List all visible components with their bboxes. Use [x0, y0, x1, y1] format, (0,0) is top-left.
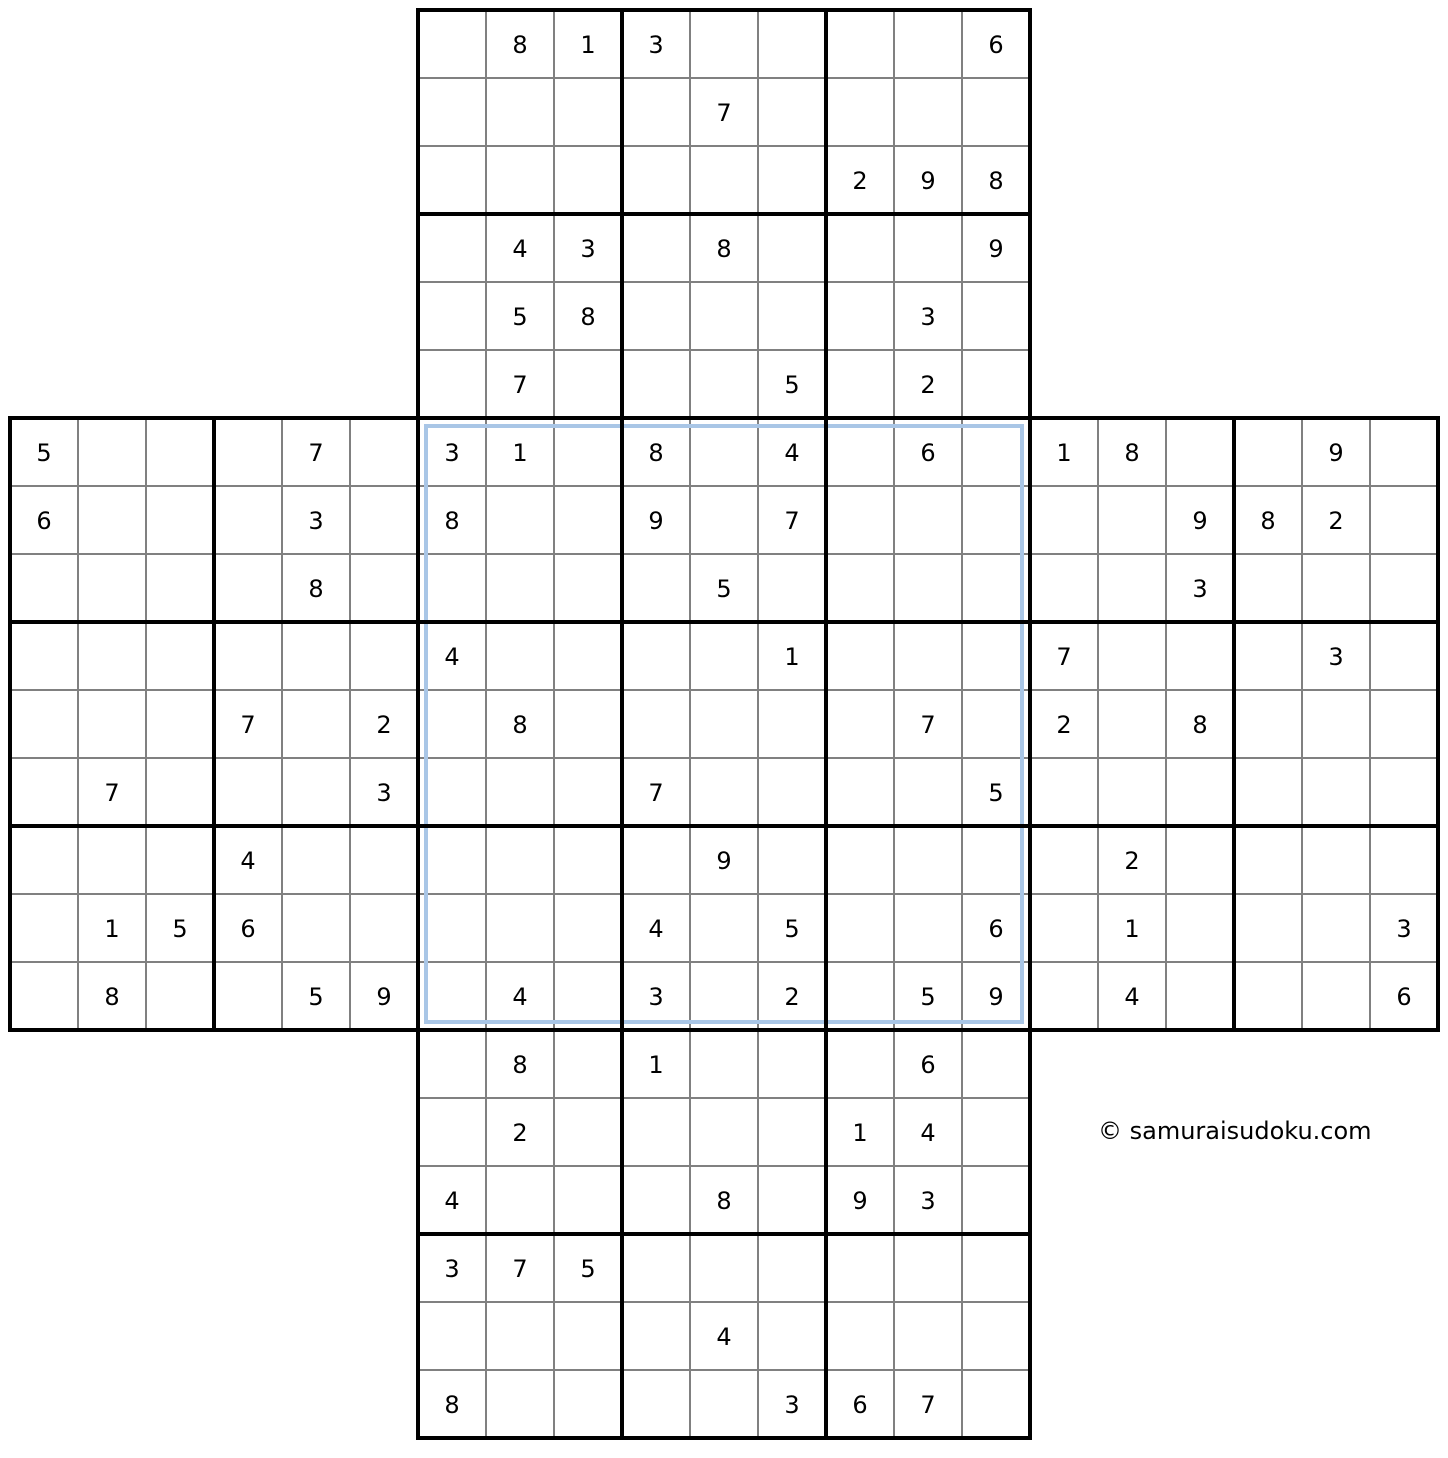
given-digit-cell: 8 — [512, 711, 528, 739]
given-digit-cell: 7 — [240, 711, 256, 739]
given-digit-cell: 2 — [920, 371, 936, 399]
given-digit-cell: 1 — [648, 1051, 664, 1079]
given-digit-cell: 9 — [648, 507, 664, 535]
given-digit-cell: 5 — [36, 439, 52, 467]
given-digit-cell: 8 — [1192, 711, 1208, 739]
given-digit-cell: 4 — [784, 439, 800, 467]
given-digit-cell: 7 — [784, 507, 800, 535]
given-digit-cell: 7 — [920, 1391, 936, 1419]
given-digit-cell: 5 — [784, 371, 800, 399]
grid-thick-lines — [10, 10, 1438, 1438]
given-digit-cell: 2 — [1056, 711, 1072, 739]
given-digit-cell: 9 — [920, 167, 936, 195]
given-digit-cell: 5 — [716, 575, 732, 603]
given-digit-cell: 5 — [172, 915, 188, 943]
given-digit-cell: 3 — [648, 31, 664, 59]
given-digit-cell: 3 — [580, 235, 596, 263]
given-digit-cell: 4 — [512, 983, 528, 1011]
given-digit-cell: 9 — [1328, 439, 1344, 467]
given-digit-cell: 7 — [716, 99, 732, 127]
given-digit-cell: 2 — [852, 167, 868, 195]
grid-thin-lines — [10, 10, 1438, 1438]
given-digit-cell: 3 — [920, 1187, 936, 1215]
given-digits — [36, 31, 1411, 1419]
given-digit-cell: 2 — [376, 711, 392, 739]
given-digit-cell: 3 — [648, 983, 664, 1011]
given-digit-cell: 6 — [988, 31, 1004, 59]
given-digit-cell: 4 — [240, 847, 256, 875]
given-digit-cell: 1 — [1124, 915, 1140, 943]
given-digit-cell: 3 — [1396, 915, 1412, 943]
given-digit-cell: 4 — [648, 915, 664, 943]
given-digit-cell: 8 — [988, 167, 1004, 195]
given-digit-cell: 5 — [308, 983, 324, 1011]
given-digit-cell: 2 — [512, 1119, 528, 1147]
given-digit-cell: 6 — [1396, 983, 1412, 1011]
given-digit-cell: 6 — [920, 439, 936, 467]
given-digit-cell: 5 — [512, 303, 528, 331]
given-digit-cell: 1 — [1056, 439, 1072, 467]
given-digit-cell: 3 — [444, 439, 460, 467]
given-digit-cell: 7 — [104, 779, 120, 807]
given-digit-cell: 4 — [444, 1187, 460, 1215]
given-digit-cell: 7 — [648, 779, 664, 807]
given-digit-cell: 9 — [1192, 507, 1208, 535]
given-digit-cell: 5 — [988, 779, 1004, 807]
given-digit-cell: 9 — [852, 1187, 868, 1215]
given-digit-cell: 8 — [512, 1051, 528, 1079]
given-digit-cell: 1 — [580, 31, 596, 59]
given-digit-cell: 8 — [444, 507, 460, 535]
given-digit-cell: 6 — [920, 1051, 936, 1079]
given-digit-cell: 8 — [648, 439, 664, 467]
given-digit-cell: 7 — [1056, 643, 1072, 671]
given-digit-cell: 3 — [784, 1391, 800, 1419]
given-digit-cell: 8 — [716, 1187, 732, 1215]
given-digit-cell: 3 — [1192, 575, 1208, 603]
given-digit-cell: 8 — [1124, 439, 1140, 467]
given-digit-cell: 8 — [512, 31, 528, 59]
given-digit-cell: 1 — [104, 915, 120, 943]
given-digit-cell: 4 — [512, 235, 528, 263]
given-digit-cell: 1 — [512, 439, 528, 467]
given-digit-cell: 8 — [1260, 507, 1276, 535]
given-digit-cell: 4 — [920, 1119, 936, 1147]
given-digit-cell: 1 — [784, 643, 800, 671]
given-digit-cell: 9 — [988, 235, 1004, 263]
given-digit-cell: 3 — [920, 303, 936, 331]
given-digit-cell: 2 — [784, 983, 800, 1011]
given-digit-cell: 3 — [308, 507, 324, 535]
given-digit-cell: 4 — [1124, 983, 1140, 1011]
given-digit-cell: 6 — [852, 1391, 868, 1419]
given-digit-cell: 8 — [580, 303, 596, 331]
given-digit-cell: 5 — [784, 915, 800, 943]
given-digit-cell: 8 — [444, 1391, 460, 1419]
given-digit-cell: 9 — [716, 847, 732, 875]
given-digit-cell: 8 — [104, 983, 120, 1011]
given-digit-cell: 6 — [240, 915, 256, 943]
given-digit-cell: 2 — [1124, 847, 1140, 875]
given-digit-cell: 5 — [920, 983, 936, 1011]
given-digit-cell: 9 — [376, 983, 392, 1011]
given-digit-cell: 3 — [1328, 643, 1344, 671]
given-digit-cell: 7 — [920, 711, 936, 739]
given-digit-cell: 8 — [716, 235, 732, 263]
given-digit-cell: 4 — [444, 643, 460, 671]
given-digit-cell: 8 — [308, 575, 324, 603]
copyright-notice: © samuraisudoku.com — [1098, 1117, 1372, 1145]
given-digit-cell: 4 — [716, 1323, 732, 1351]
given-digit-cell: 1 — [852, 1119, 868, 1147]
given-digit-cell: 6 — [988, 915, 1004, 943]
given-digit-cell: 7 — [512, 371, 528, 399]
given-digit-cell: 3 — [376, 779, 392, 807]
given-digit-cell: 7 — [512, 1255, 528, 1283]
given-digit-cell: 9 — [988, 983, 1004, 1011]
given-digit-cell: 6 — [36, 507, 52, 535]
given-digit-cell: 7 — [308, 439, 324, 467]
given-digit-cell: 5 — [580, 1255, 596, 1283]
given-digit-cell: 2 — [1328, 507, 1344, 535]
given-digit-cell: 3 — [444, 1255, 460, 1283]
